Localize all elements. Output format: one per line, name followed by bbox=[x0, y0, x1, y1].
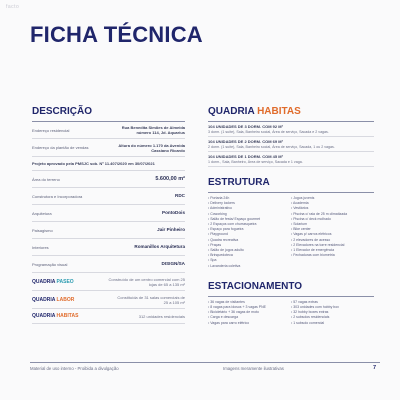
list-item: • Brinquedoteca bbox=[208, 253, 291, 258]
list-item: • 57 vagas extras bbox=[291, 300, 374, 305]
list-item: • Solarium bbox=[291, 222, 374, 227]
list-item: • 8 vagas para idosos + 3 vagas PNE bbox=[208, 305, 291, 310]
row-value: Constituída de 31 salas comerciais de 25 a 105 m² bbox=[117, 294, 185, 305]
page-number: 7 bbox=[372, 365, 376, 371]
row-value: Romanillos Arquitetura bbox=[134, 244, 185, 250]
quadria-labor-row bbox=[32, 291, 185, 309]
arquitetura-row bbox=[32, 205, 185, 222]
row-value: DISIGN/SA bbox=[161, 261, 185, 267]
footer-disclaimer: Material de uso interno - Proibida a divulgação bbox=[30, 366, 119, 371]
section-rule bbox=[208, 192, 374, 193]
row-label: Programação visual bbox=[32, 261, 68, 267]
programacao-row bbox=[32, 256, 185, 273]
section-rule bbox=[208, 296, 374, 297]
projeto-row: Projeto aprovado pela PMSJC sob. Nº 11.407/2020 em 30/07/2021 bbox=[32, 157, 185, 171]
quadria-paseo-row bbox=[32, 273, 185, 291]
interiores-row bbox=[32, 239, 185, 256]
estrutura-col-2 bbox=[291, 196, 374, 269]
list-item: • Fechaduras com biometria bbox=[291, 253, 374, 258]
list-item: • 32 hobby boxes extras bbox=[291, 310, 374, 315]
unit-title: 104 UNIDADES DE 3 DORM. COM 92 M² bbox=[208, 124, 283, 129]
list-item: • Academia bbox=[291, 201, 374, 206]
row-value: 5.600,00 m² bbox=[155, 175, 185, 182]
estacionamento-col-1 bbox=[208, 300, 291, 326]
quadria-labor-label: QUADRIA LABOR bbox=[32, 296, 75, 303]
footer-rule bbox=[30, 362, 380, 363]
list-item: • Vagas para carro elétrico bbox=[208, 321, 291, 326]
sales-address-row bbox=[32, 139, 185, 157]
list-item: • 2 elevadores de acesso bbox=[291, 238, 374, 243]
list-item: • Delivery lockers bbox=[208, 201, 291, 206]
footer-note: Imagens meramente ilustrativas bbox=[223, 366, 284, 371]
estrutura-col-1 bbox=[208, 196, 291, 269]
list-item: • Portaria 24h bbox=[208, 196, 291, 201]
estrutura-list bbox=[208, 196, 374, 269]
row-value: Rua Benedita Simões de Almeida número 114, Jd. Aquarius bbox=[121, 125, 185, 135]
row-value: 312 unidades residenciais bbox=[138, 313, 185, 319]
list-item: • Piscina c/ deck molhado bbox=[291, 217, 374, 222]
list-item: • Vestiários bbox=[291, 206, 374, 211]
list-item: • Piscina c/ raia de 25 m climatizada bbox=[291, 212, 374, 217]
construtora-row bbox=[32, 188, 185, 205]
list-item: • Jogos juvenis bbox=[291, 196, 374, 201]
list-item: • Bike center bbox=[291, 227, 374, 232]
row-value: Altura do número 1.170 da Avenida Cassiano Ricardo bbox=[118, 142, 185, 153]
paisagismo-row bbox=[32, 222, 185, 239]
list-item: • 303 unidades com hobby box bbox=[291, 305, 374, 310]
estrutura-heading: ESTRUTURA bbox=[208, 177, 270, 188]
unit-desc: 1 dorm., Sala, Banheiro, Área de serviço, Sacada e 1 vaga. bbox=[208, 160, 303, 164]
estacionamento-heading: ESTACIONAMENTO bbox=[208, 280, 303, 292]
row-label: Paisagismo bbox=[32, 227, 53, 233]
row-label: Endereço residencial bbox=[32, 127, 70, 133]
row-label: Endereço da plantão de vendas bbox=[32, 145, 89, 150]
list-item: • Praças bbox=[208, 243, 291, 248]
list-item: • Coworking bbox=[208, 212, 291, 217]
list-item: • Carga e descarga bbox=[208, 315, 291, 320]
unit-desc: 3 dorm. (1 suíte), Sala, Banheiro social, Área de serviço, Sacada e 2 vagas. bbox=[208, 130, 329, 134]
terreno-row bbox=[32, 171, 185, 188]
list-item: • Quadra recreativa bbox=[208, 238, 291, 243]
estacionamento-col-2 bbox=[291, 300, 374, 326]
list-item: • Salão de jogos adulto bbox=[208, 248, 291, 253]
unit-title: 104 UNIDADES DE 1 DORM. COM 45 M² bbox=[208, 154, 283, 159]
list-item: • Lavanderia coletiva bbox=[208, 264, 291, 269]
unit-3-dorm bbox=[208, 122, 374, 137]
list-item: • Spa bbox=[208, 258, 291, 263]
unit-2-dorm bbox=[208, 137, 374, 152]
unit-title: 104 UNIDADES DE 2 DORM. COM 69 M² bbox=[208, 139, 283, 144]
quadria-habitas-row bbox=[32, 309, 185, 324]
list-item: • 2 Elevadores na torre residencial bbox=[291, 243, 374, 248]
row-value: PontoDois bbox=[162, 210, 185, 216]
unit-1-dorm bbox=[208, 152, 374, 167]
footer bbox=[30, 366, 380, 371]
list-item: • 36 vagas de visitantes bbox=[208, 300, 291, 305]
descricao-heading: DESCRIÇÃO bbox=[32, 106, 93, 117]
row-value: RDC bbox=[175, 193, 185, 199]
row-label: Arquitetura bbox=[32, 210, 52, 216]
list-item: • 2 Espaços com churrasqueira bbox=[208, 222, 291, 227]
quadria-paseo-label: QUADRIA PASEO bbox=[32, 278, 74, 285]
address-row bbox=[32, 122, 185, 139]
unit-desc: 2 dorm. (1 suíte), Sala, Banheiro social, Área de serviço, Sacada, 1 ou 2 vagas. bbox=[208, 145, 335, 149]
list-item: • Administrativo bbox=[208, 206, 291, 211]
habitas-heading: QUADRIA HABITAS bbox=[208, 106, 301, 117]
row-label: Área do terreno bbox=[32, 176, 60, 182]
row-value: Construído de um centro comercial com 25 lojas de 65 a 135 m² bbox=[108, 276, 185, 287]
list-item: • 1 subsolo comercial bbox=[291, 321, 374, 326]
estacionamento-list bbox=[208, 300, 374, 326]
list-item: • Bicicletário + 36 vagas de moto bbox=[208, 310, 291, 315]
quadria-habitas-label: QUADRIA HABITAS bbox=[32, 313, 79, 319]
row-label: Interiores bbox=[32, 244, 49, 250]
list-item: • Salão de festa/ Espaço gourmet bbox=[208, 217, 291, 222]
row-label: Construtora e Incorporadora bbox=[32, 193, 83, 199]
list-item: • 2 subsolos residenciais bbox=[291, 315, 374, 320]
list-item: • Playground bbox=[208, 232, 291, 237]
row-value: Jair Pinheiro bbox=[157, 227, 185, 233]
watermark: facto bbox=[6, 4, 20, 10]
list-item: • Vagas p/ carros elétricos bbox=[291, 232, 374, 237]
right-column bbox=[208, 106, 374, 326]
descricao-section bbox=[32, 106, 185, 324]
page-title: FICHA TÉCNICA bbox=[30, 22, 203, 47]
list-item: • Espaço para fogueira bbox=[208, 227, 291, 232]
list-item: • 1 Elevador de emergência bbox=[291, 248, 374, 253]
